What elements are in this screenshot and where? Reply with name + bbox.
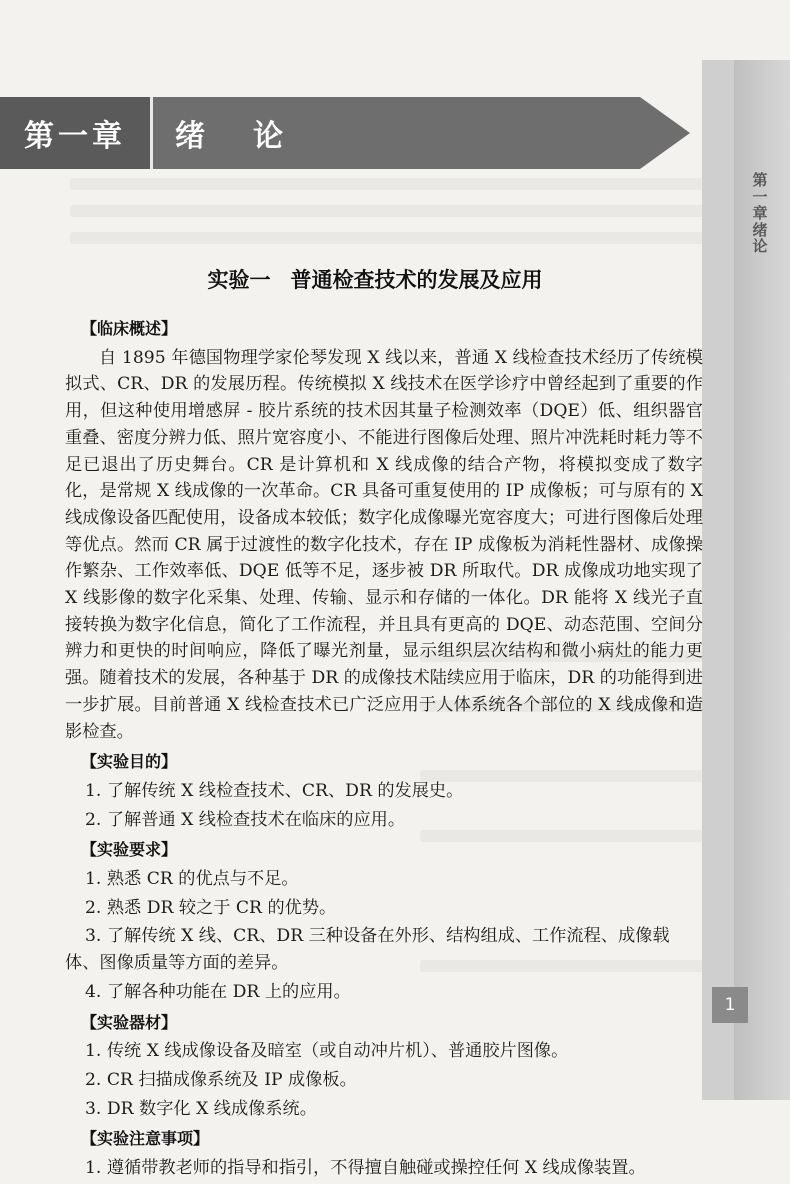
precaution-item: 1. 遵循带教老师的指导和指引，不得擅自触碰或操控任何 X 线成像装置。 [85, 1158, 646, 1179]
requirement-item: 1. 熟悉 CR 的优点与不足。 [85, 869, 299, 890]
purpose-item: 2. 了解普通 X 线检查技术在临床的应用。 [85, 809, 406, 830]
equipment-item: 3. DR 数字化 X 线成像系统。 [85, 1098, 317, 1119]
main-content [65, 312, 703, 1184]
experiment-number: 实验一 [207, 268, 271, 292]
requirement-item: 4. 了解各种功能在 DR 上的应用。 [85, 981, 351, 1002]
requirement-item: 3. 了解传统 X 线、CR、DR 三种设备在外形、结构组成、工作流程、成像载体、图像质量等方面的差异。 [65, 926, 670, 974]
chapter-title: 绪论 [175, 119, 331, 154]
experiment-title [0, 264, 790, 294]
section-heading-equipment: 【实验器材】 [81, 1012, 178, 1032]
equipment-item: 1. 传统 X 线成像设备及暗室（或自动冲片机）、普通胶片图像。 [85, 1041, 569, 1062]
side-tab [702, 60, 790, 1100]
requirement-item: 2. 熟悉 DR 较之于 CR 的优势。 [85, 897, 337, 918]
section-heading-precautions: 【实验注意事项】 [81, 1129, 210, 1149]
section-heading-purpose: 【实验目的】 [81, 752, 178, 772]
section-heading-clinical: 【临床概述】 [81, 319, 178, 338]
purpose-item: 1. 了解传统 X 线检查技术、CR、DR 的发展史。 [85, 780, 464, 801]
experiment-name: 普通检查技术的发展及应用 [290, 268, 543, 292]
equipment-item: 2. CR 扫描成像系统及 IP 成像板。 [85, 1069, 357, 1090]
page-number: 1 [712, 987, 748, 1023]
chapter-label: 第一章 [0, 97, 153, 169]
side-tab-label: 第一章 绪论 [752, 171, 768, 255]
clinical-paragraph: 自 1895 年德国物理学家伦琴发现 X 线以来，普通 X 线检查技术经历了传统模拟式、CR、DR 的发展历程。传统模拟 X 线技术在医学诊疗中曾经起到了重要的作用，但这种使用增感屏 - 胶片系统的技术因其量子检测效率（DQE）低、组织器官重叠、密度分辨力低、照片宽容度小、不能进行图像后处理、照片冲洗耗时耗力等不足已退出了历史舞台。CR 是计算机和 X 线成像的结合产物，将模拟变成了数字化，是常规 X 线成像的一次革命。CR 具备可重复使用的 IP 成像板；可与原有的 X 线成像设备匹配使用，设备成本较低；数字化成像曝光宽容度大；可进行图像后处理等优点。然而 CR 属于过渡性的数字化技术，存在 IP 成像板为消耗性器材、成像操作繁杂、工作效率低、DQE 低等不足，逐步被 DR 所取代。DR 成像成功地实现了 X 线影像的数字化采集、处理、传输、显示和存储的一体化。DR 能将 X 线光子直接转换为数字化信息，简化了工作流程，并且具有更高的 DQE、动态范围、空间分辨力和更快的时间响应，降低了曝光剂量，显示组织层次结构和微小病灶的能力更强。随着技术的发展，各种基于 DR 的成像技术陆续应用于临床，DR 的功能得到进一步扩展。目前普通 X 线检查技术已广泛应用于人体系统各个部位的 X 线成像和造影检查。 [65, 347, 703, 742]
section-heading-requirements: 【实验要求】 [81, 840, 178, 860]
